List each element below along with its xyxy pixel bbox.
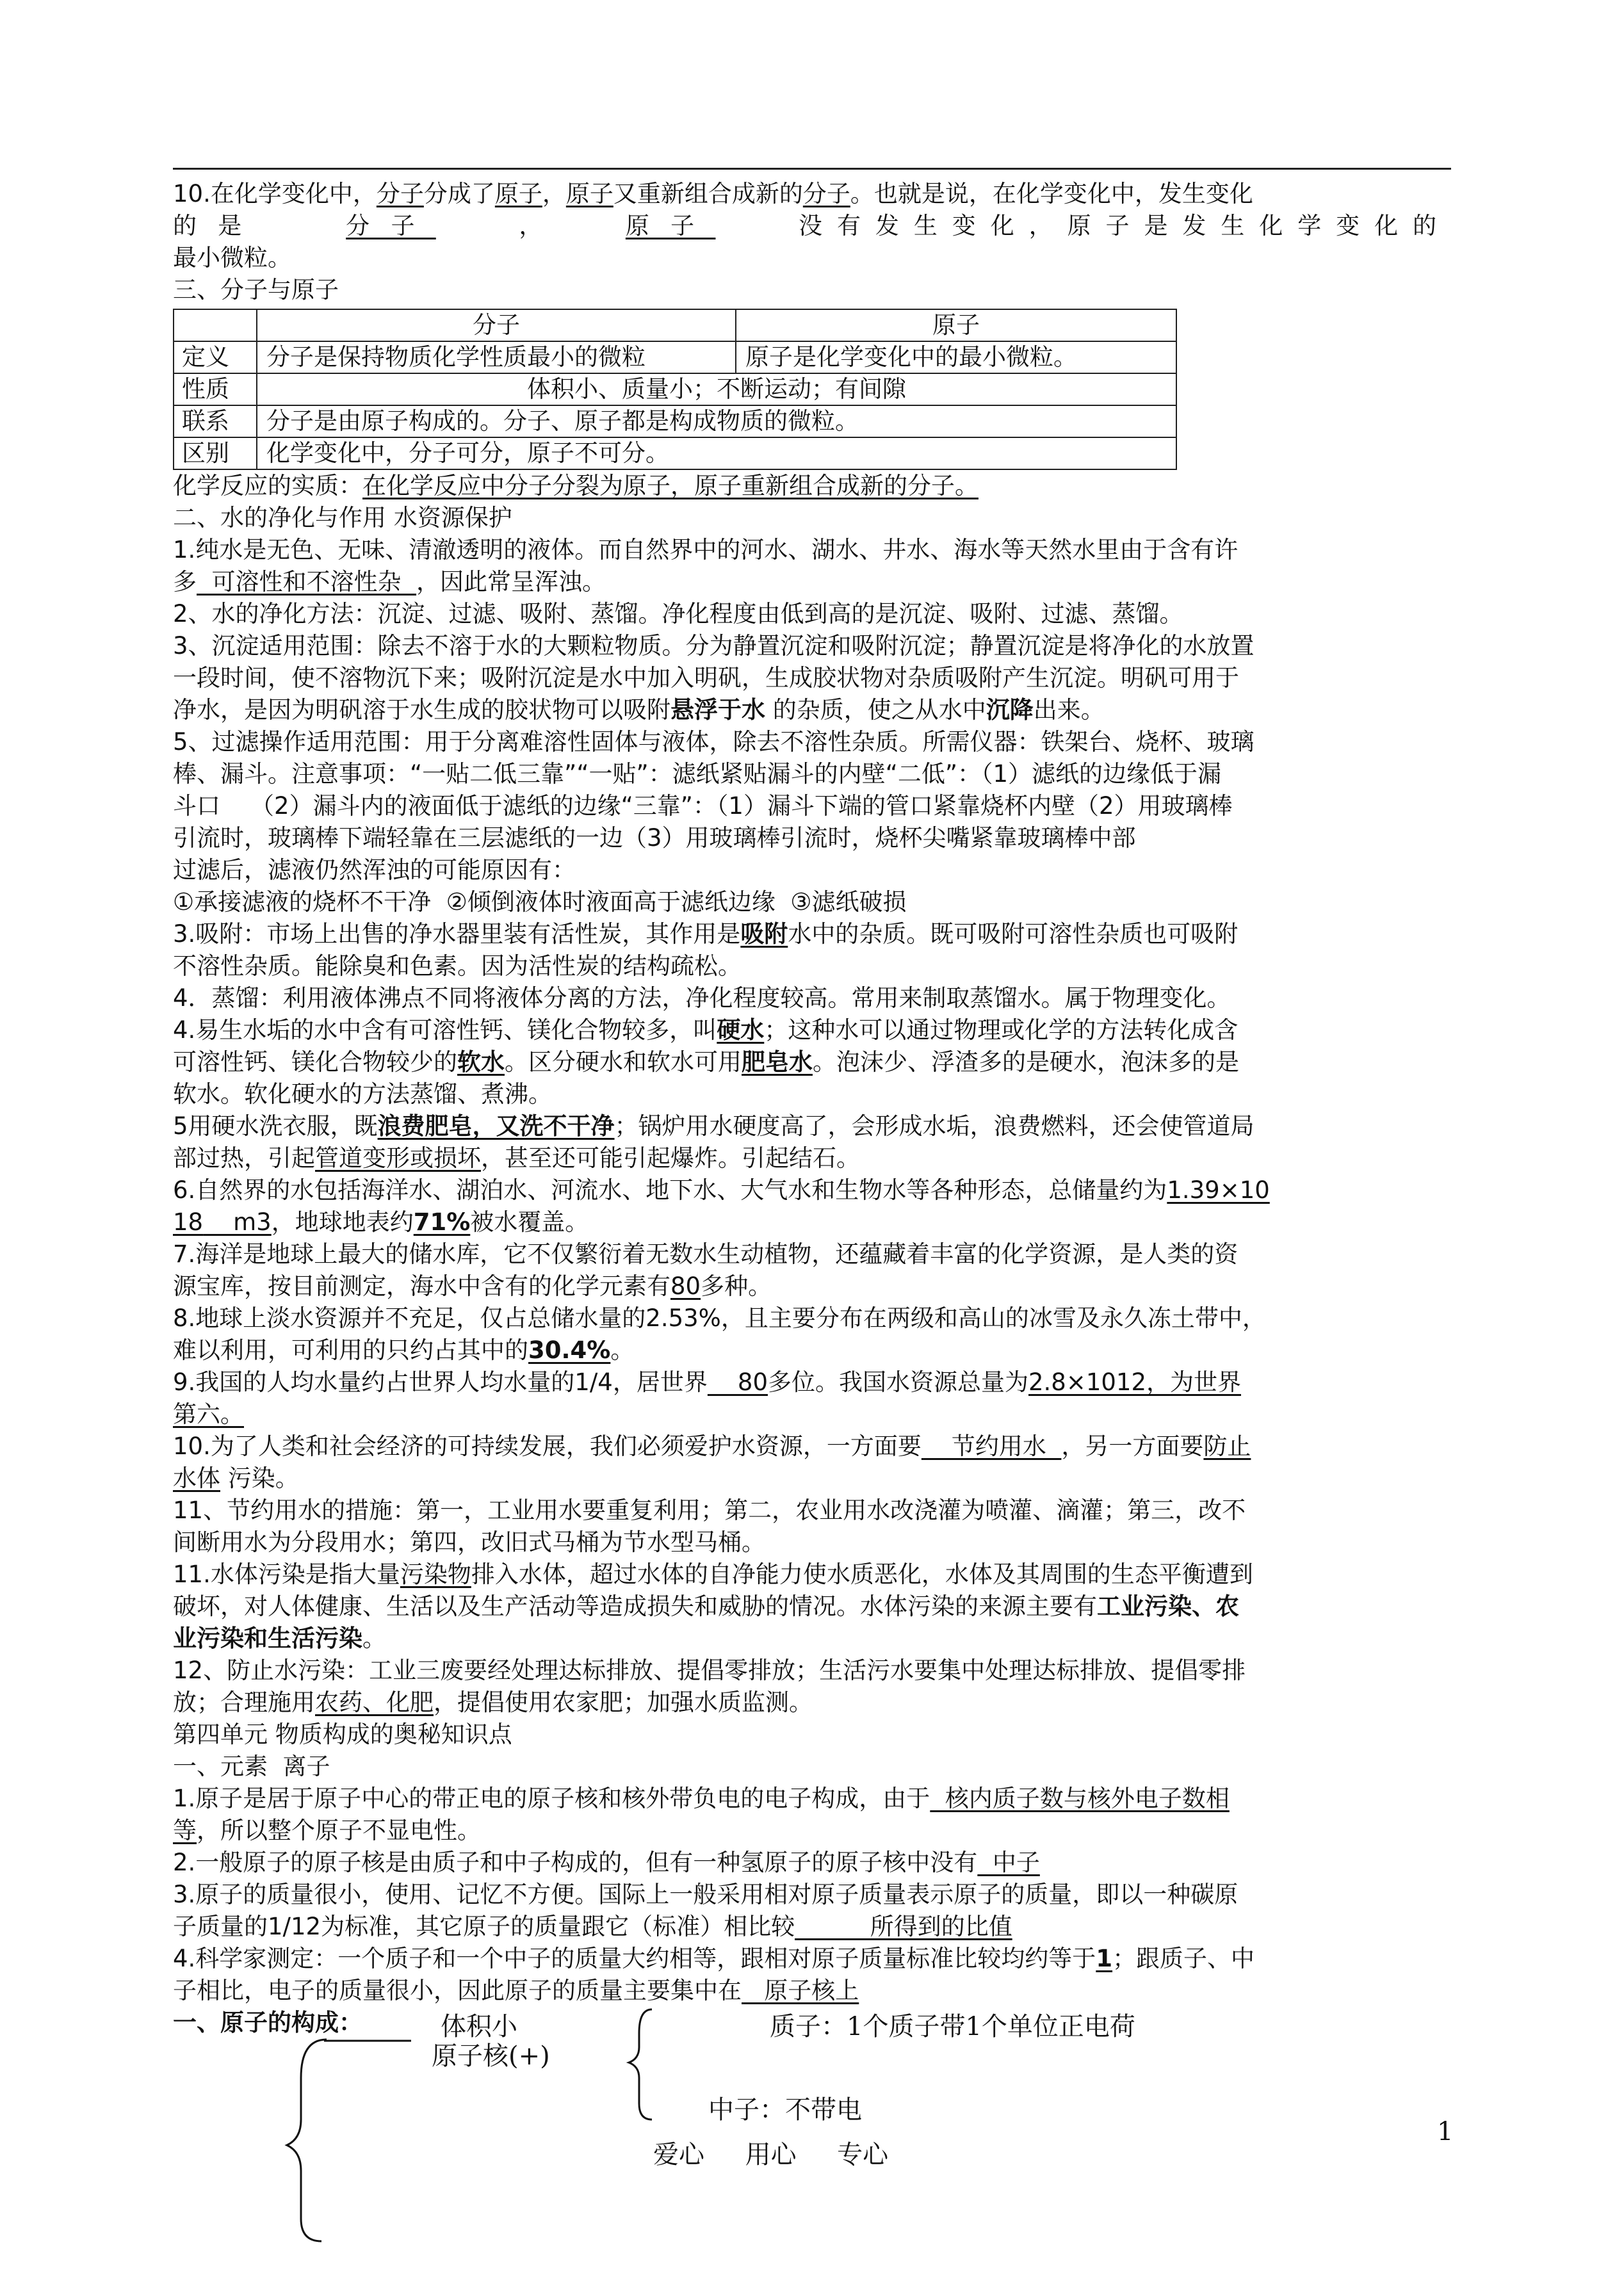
text-line: 3、沉淀适用范围：除去不溶于水的大颗粒物质。分为静置沉淀和吸附沉淀；静置沉淀是将净化的水放置 xyxy=(173,632,1255,660)
text-line xyxy=(173,1206,1451,1238)
text-line xyxy=(173,1334,1451,1366)
text-line: 5、过滤操作适用范围：用于分离难溶性固体与液体，除去不溶性杂质。所需仪器：铁架台、烧杯、玻璃 xyxy=(173,728,1255,756)
text-line: 12、防止水污染：工业三废要经处理达标排放、提倡零排放；生活污水要集中处理达标排放、提倡零排 xyxy=(173,1657,1246,1684)
text: 没有发生变化，原子是发生化学变化的 xyxy=(799,212,1451,239)
text: 子质量的1/12为标准，其它原子的质量跟它（标准）相比较 xyxy=(173,1913,795,1940)
text-line: 间断用水为分段用水；第四，改旧式马桶为节水型马桶。 xyxy=(173,1529,765,1556)
text: ，另一方面要 xyxy=(1061,1432,1204,1460)
molecule-atom-table xyxy=(173,309,1177,470)
text: 子相比，电子的质量很小，因此原子的质量主要集中在 xyxy=(173,1977,742,2004)
answer: 浪费肥皂，又洗不干净 xyxy=(377,1112,615,1140)
text: 排入水体，超过水体的自净能力使水质恶化，水体及其周围的生态平衡遭到 xyxy=(471,1561,1253,1588)
text-line: 8.地球上淡水资源并不充足，仅占总储水量的2.53%，且主要分布在两级和高山的冰雪及永久冻土带中， xyxy=(173,1304,1266,1332)
answer: 第六。 xyxy=(173,1400,244,1428)
text: ；这种水可以通过物理或化学的方法转化成含 xyxy=(764,1016,1238,1044)
text: 水中的杂质。既可吸附可溶性杂质也可吸附 xyxy=(788,920,1238,948)
text-line xyxy=(173,1783,1451,1815)
answer: 原子 xyxy=(494,180,542,207)
text-line xyxy=(173,1046,1451,1078)
section-heading: 一、元素 离子 xyxy=(173,1753,330,1780)
table-header-row xyxy=(174,309,1176,341)
text: 难以利用，可利用的只约占其中的 xyxy=(173,1336,528,1364)
text-line: 2、水的净化方法：沉淀、过滤、吸附、蒸馏。净化程度由低到高的是沉淀、吸附、过滤、蒸馏。 xyxy=(173,600,1183,628)
diagram-label: 体积小 xyxy=(441,2012,517,2041)
text: 净水，是因为明矾溶于水生成的胶状物可以吸附 xyxy=(173,696,670,724)
text-line xyxy=(173,1366,1451,1399)
answer: 所得到的比值 xyxy=(795,1913,1012,1940)
answer: 18 xyxy=(173,1208,204,1236)
text: 出来。 xyxy=(1033,696,1105,724)
table-cell: 化学变化中，分子可分，原子不可分。 xyxy=(257,437,1176,469)
table-cell xyxy=(174,309,257,341)
text-line: 11、节约用水的措施：第一，工业用水要重复利用；第二，农业用水改浇灌为喷灌、滴灌；第三，改不 xyxy=(173,1496,1246,1524)
answer: 农药、化肥 xyxy=(315,1689,434,1716)
text-line xyxy=(173,1975,1451,2007)
text: 2.一般原子的原子核是由质子和中子构成的，但有一种氢原子的原子核中没有 xyxy=(173,1849,978,1876)
answer: 吸附 xyxy=(740,920,788,948)
answer: 节约用水 xyxy=(921,1432,1062,1460)
table-row xyxy=(174,437,1176,469)
table-row xyxy=(174,373,1176,405)
text-line xyxy=(173,1847,1451,1879)
text: ， xyxy=(542,180,566,207)
text: 又重新组合成新的 xyxy=(613,180,803,207)
text-line: 不溶性杂质。能除臭和色素。因为活性炭的结构疏松。 xyxy=(173,952,742,980)
text: ， xyxy=(519,212,543,239)
text: 分成了 xyxy=(423,180,495,207)
row-label: 区别 xyxy=(174,437,257,469)
footer-motto: 爱心 用心 专心 xyxy=(653,2140,889,2169)
answer: 1.39×10 xyxy=(1167,1176,1270,1204)
text-line: 4．蒸馏：利用液体沸点不同将液体分离的方法，净化程度较高。常用来制取蒸馏水。属于物理变化。 xyxy=(173,984,1231,1012)
text-line xyxy=(173,1623,1451,1655)
answer: 肥皂水 xyxy=(742,1048,813,1076)
text: 破坏，对人体健康、生活以及生产活动等造成损失和威胁的情况。水体污染的来源主要有 xyxy=(173,1593,1097,1620)
text: 。 xyxy=(362,1625,386,1652)
answer: 硬水 xyxy=(717,1016,765,1044)
page-number: 1 xyxy=(1437,2117,1454,2146)
document-body xyxy=(173,178,1451,2039)
text-line xyxy=(173,1014,1451,1046)
answer: 1 xyxy=(1096,1945,1113,1972)
text-line: 7.海洋是地球上最大的储水库，它不仅繁衍着无数水生动植物，还蕴藏着丰富的化学资源，是人类的资 xyxy=(173,1240,1238,1268)
text: 11.水体污染是指大量 xyxy=(173,1561,400,1588)
text: 的杂质，使之从水中 xyxy=(765,696,986,724)
answer: 分子 xyxy=(376,180,424,207)
brace-lines xyxy=(173,2007,1262,2251)
text-line: ①承接滤液的烧杯不干净 ②倾倒液体时液面高于滤纸边缘 ③滤纸破损 xyxy=(173,888,907,916)
neutron-label: 中子：不带电 xyxy=(708,2095,862,2125)
answer: 可溶性和不溶性杂 xyxy=(197,568,417,596)
text-line xyxy=(173,1687,1451,1719)
text: ，甚至还可能引起爆炸。引起结石。 xyxy=(481,1144,860,1172)
section-heading: 第四单元 物质构成的奥秘知识点 xyxy=(173,1721,512,1748)
row-label: 性质 xyxy=(174,373,257,405)
answer: 分子 xyxy=(802,180,850,207)
answer: 原子 xyxy=(565,180,613,207)
table-header: 原子 xyxy=(736,309,1176,341)
text-line xyxy=(173,1943,1451,1975)
text: 。 xyxy=(610,1336,635,1364)
text: 。区分硬水和软水可用 xyxy=(505,1048,742,1076)
text-line: 最小微粒。 xyxy=(173,244,291,272)
text-line xyxy=(173,1174,1451,1206)
text-line xyxy=(173,470,1451,502)
answer: 悬浮于水 xyxy=(670,696,765,724)
text-line xyxy=(173,178,1451,210)
answer: 80 xyxy=(707,1368,768,1396)
text: 可溶性钙、镁化合物较少的 xyxy=(173,1048,457,1076)
text-line: 一段时间，使不溶物沉下来；吸附沉淀是水中加入明矾，生成胶状物对杂质吸附产生沉淀。明矾可用于 xyxy=(173,664,1239,692)
text: ，提倡使用农家肥；加强水质监测。 xyxy=(434,1689,813,1716)
answer: 沉降 xyxy=(986,696,1034,724)
table-cell: 分子是保持物质化学性质最小的微粒 xyxy=(257,341,736,373)
row-label: 定义 xyxy=(174,341,257,373)
table-cell: 体积小、质量小；不断运动；有间隙 xyxy=(257,373,1176,405)
answer: 2.8×1012，为世界 xyxy=(1028,1368,1242,1396)
answer: 71% xyxy=(413,1208,471,1236)
text-line xyxy=(173,694,1451,726)
answer: 原子 xyxy=(625,212,716,239)
answer: 等 xyxy=(173,1817,197,1844)
proton-label: 质子：1个质子带1个单位正电荷 xyxy=(770,2012,1135,2041)
table-row xyxy=(174,405,1176,437)
text: 部过热，引起 xyxy=(173,1144,315,1172)
table-cell: 分子是由原子构成的。分子、原子都是构成物质的微粒。 xyxy=(257,405,1176,437)
answer: 管道变形或损坏 xyxy=(315,1144,481,1172)
text: ，所以整个原子不显电性。 xyxy=(197,1817,481,1844)
answer: 分子 xyxy=(346,212,436,239)
text: 5用硬水洗衣服，既 xyxy=(173,1112,378,1140)
text-line xyxy=(173,1463,1451,1495)
answer: 30.4% xyxy=(528,1336,611,1364)
atom-structure-diagram xyxy=(173,2007,1262,2251)
text: 6.自然界的水包括海洋水、湖泊水、河流水、地下水、大气水和生物水等各种形态，总储量约为 xyxy=(173,1176,1167,1204)
answer: 软水 xyxy=(457,1048,505,1076)
answer: 污染物 xyxy=(400,1561,471,1588)
text: 多 xyxy=(173,568,197,596)
text: 9.我国的人均水量约占世界人均水量的1/4，居世界 xyxy=(173,1368,708,1396)
text-line xyxy=(173,210,1451,242)
text: 1.原子是居于原子中心的带正电的原子核和核外带负电的电子构成，由于 xyxy=(173,1785,930,1812)
text-line: 棒、漏斗。注意事项：“一贴二低三靠”“一贴”：滤纸紧贴漏斗的内壁“二低”：（1）滤纸的边缘低于漏 xyxy=(173,760,1222,788)
text: ，地球地表约 xyxy=(271,1208,414,1236)
text-line xyxy=(173,1399,1451,1431)
text-line: 软水。软化硬水的方法蒸馏、煮沸。 xyxy=(173,1080,552,1108)
text: 多位。我国水资源总量为 xyxy=(768,1368,1028,1396)
table-row xyxy=(174,341,1176,373)
text-line xyxy=(173,1591,1451,1623)
text-line xyxy=(173,918,1451,950)
text-line xyxy=(173,566,1451,598)
text: 被水覆盖。 xyxy=(470,1208,589,1236)
answer: 业污染和生活污染 xyxy=(173,1625,362,1652)
text: 源宝库，按目前测定，海水中含有的化学元素有 xyxy=(173,1272,670,1300)
text: 的是 xyxy=(173,212,263,239)
text: 4.科学家测定：一个质子和一个中子的质量大约相等，跟相对原子质量标准比较均约等于 xyxy=(173,1945,1096,1972)
outer-brace xyxy=(287,2040,327,2241)
text-line xyxy=(173,1142,1451,1174)
answer: 核内质子数与核外电子数相 xyxy=(930,1785,1230,1812)
text-line: 3.原子的质量很小，使用、记忆不方便。国际上一般采用相对原子质量表示原子的质量，即以一种碳原 xyxy=(173,1881,1238,1908)
text-line xyxy=(173,1559,1451,1591)
text: 放；合理施用 xyxy=(173,1689,315,1716)
answer: 防止 xyxy=(1203,1432,1251,1460)
text-line xyxy=(173,1815,1451,1847)
heading-text: 一、原子的构成： xyxy=(173,2009,362,2036)
answer: 在化学反应中分子分裂为原子，原子重新组合成新的分子。 xyxy=(362,472,978,499)
text-line: 斗口 （2）漏斗内的液面低于滤纸的边缘“三靠”：（1）漏斗下端的管口紧靠烧杯内壁（2）用玻璃棒 xyxy=(173,792,1233,820)
answer: 工业污染、农 xyxy=(1097,1593,1239,1620)
text-line: 1.纯水是无色、无味、清澈透明的液体。而自然界中的河水、湖水、井水、海水等天然水里由于含有许 xyxy=(173,536,1238,564)
inner-brace xyxy=(629,2009,652,2120)
text-line xyxy=(173,1270,1451,1302)
text: 化学反应的实质： xyxy=(173,472,362,499)
answer: 水体 xyxy=(173,1464,220,1492)
text-line xyxy=(173,1431,1451,1463)
answer: 80 xyxy=(670,1272,701,1300)
text: ；跟质子、中 xyxy=(1112,1945,1255,1972)
table-header: 分子 xyxy=(257,309,736,341)
section-heading: 二、水的净化与作用 水资源保护 xyxy=(173,504,512,531)
answer: 原子核上 xyxy=(742,1977,859,2004)
text: ，因此常呈浑浊。 xyxy=(416,568,606,596)
text: 4.易生水垢的水中含有可溶性钙、镁化合物较多，叫 xyxy=(173,1016,717,1044)
text: 。也就是说，在化学变化中，发生变化 xyxy=(850,180,1253,207)
header-rule xyxy=(173,168,1451,170)
text-line xyxy=(173,1110,1451,1142)
text: ；锅炉用水硬度高了，会形成水垢，浪费燃料，还会使管道局 xyxy=(614,1112,1255,1140)
section-heading: 三、分子与原子 xyxy=(173,276,339,304)
text: 多种。 xyxy=(701,1272,772,1300)
text: 10.在化学变化中， xyxy=(173,180,377,207)
text-line: 引流时，玻璃棒下端轻靠在三层滤纸的一边（3）用玻璃棒引流时，烧杯尖嘴紧靠玻璃棒中部 xyxy=(173,824,1136,852)
text: 污染。 xyxy=(220,1464,299,1492)
text: 10.为了人类和社会经济的可持续发展，我们必须爱护水资源，一方面要 xyxy=(173,1432,922,1460)
nucleus-label: 原子核(+) xyxy=(432,2041,550,2071)
text: 3.吸附：市场上出售的净水器里装有活性炭，其作用是 xyxy=(173,920,741,948)
answer: m3 xyxy=(203,1208,272,1236)
text-line: 过滤后，滤液仍然浑浊的可能原因有： xyxy=(173,856,576,884)
text: 。泡沫少、浮渣多的是硬水，泡沫多的是 xyxy=(813,1048,1239,1076)
table-cell: 原子是化学变化中的最小微粒。 xyxy=(736,341,1176,373)
answer: 中子 xyxy=(977,1849,1040,1876)
row-label: 联系 xyxy=(174,405,257,437)
text-line xyxy=(173,1911,1451,1943)
